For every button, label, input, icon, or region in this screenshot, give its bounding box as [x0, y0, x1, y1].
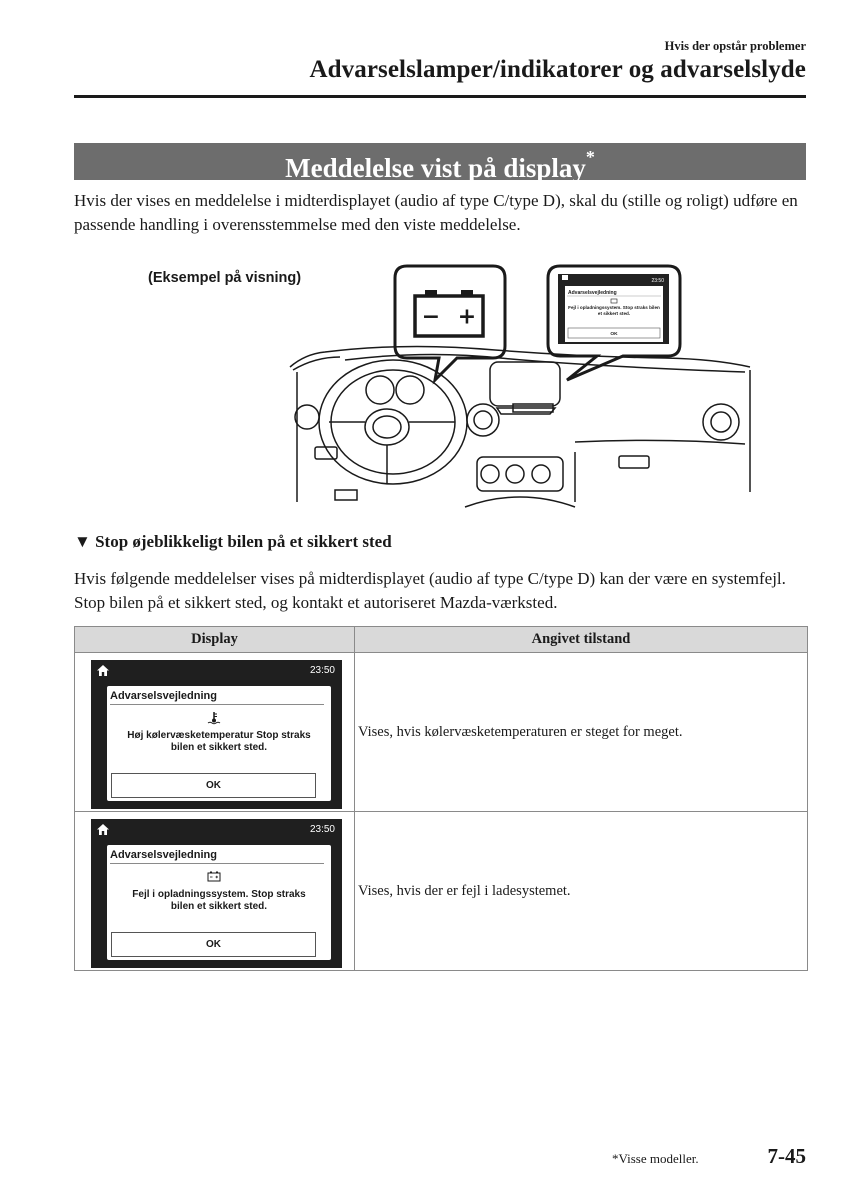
display-cell [75, 812, 355, 971]
dialog-line-1: Fejl i opladningssystem. Stop straks [132, 888, 306, 900]
footnote: *Visse modeller. [612, 1151, 699, 1166]
footnote-mark: * [585, 147, 595, 167]
home-icon [96, 823, 110, 836]
ok-button[interactable]: OK [111, 773, 316, 798]
dialog-line-1: Høj kølervæsketemperatur Stop straks [127, 729, 311, 741]
home-icon [96, 664, 110, 677]
screen-mockup [91, 819, 342, 968]
battery-minus: − [421, 304, 441, 330]
clock: 23:50 [309, 823, 335, 835]
dialog-message [107, 730, 331, 754]
mini-title: Advarselsvejledning [568, 290, 617, 296]
battery-callout [395, 266, 505, 380]
subsection-marker: ▼ [74, 532, 91, 551]
battery-plus: + [457, 304, 477, 330]
condition-cell: Vises, hvis kølervæsketemperaturen er steget for meget. [355, 653, 808, 812]
subsection-title: Stop øjeblikkeligt bilen på et sikkert sted [95, 532, 392, 551]
display-cell [75, 653, 355, 812]
dialog-title: Advarselsvejledning [110, 847, 324, 864]
table-header-row [75, 627, 808, 653]
dashboard-illustration [285, 262, 760, 512]
battery-icon [415, 290, 483, 336]
mini-clock: 23:50 [651, 278, 664, 284]
battery-icon [207, 870, 221, 882]
header-display: Display [75, 627, 355, 653]
dialog-title: Advarselsvejledning [110, 688, 324, 705]
example-label: (Eksempel på visning) [148, 270, 302, 286]
subsection-heading [74, 532, 392, 552]
intro-paragraph: Hvis der vises en meddelelse i midterdisplayet (audio af type C/type D), skal du (stille og roligt) udføre en passende handling i overensstemmelse med den viste meddelelse. [74, 191, 798, 234]
dashboard-drawing [290, 346, 750, 507]
dialog-line-2: bilen et sikkert sted. [170, 741, 268, 753]
section-banner [74, 143, 806, 183]
mini-message: Fejl i opladningssystem. Stop straks bilen et sikkert sted. [568, 305, 660, 316]
page-title: Advarselslamper/indikatorer og advarselslyde [309, 56, 806, 83]
chapter-label: Hvis der opstår problemer [664, 39, 806, 53]
screen-mockup [91, 660, 342, 809]
table-row [75, 653, 808, 812]
mini-home-icon [562, 275, 568, 280]
dialog-line-2: bilen et sikkert sted. [170, 900, 268, 912]
header-condition: Angivet tilstand [355, 627, 808, 653]
table-row [75, 812, 808, 971]
warning-dialog [107, 845, 331, 960]
page-number: 7-45 [767, 1144, 806, 1168]
subsection-paragraph: Hvis følgende meddelelser vises på midterdisplayet (audio af type C/type D) kan der være en systemfejl. Stop bilen på et sikkert sted, og kontakt et autoriseret Mazda-værksted. [74, 569, 786, 612]
condition-cell: Vises, hvis der er fejl i ladesystemet. [355, 812, 808, 971]
mini-ok: OK [610, 332, 618, 337]
coolant-temperature-icon [207, 711, 221, 725]
header-rule [74, 95, 806, 98]
message-table [74, 626, 808, 971]
clock: 23:50 [309, 664, 335, 676]
ok-button[interactable]: OK [111, 932, 316, 957]
section-title: Meddelelse vist på display [285, 153, 586, 183]
dialog-message [107, 889, 331, 913]
warning-dialog [107, 686, 331, 801]
